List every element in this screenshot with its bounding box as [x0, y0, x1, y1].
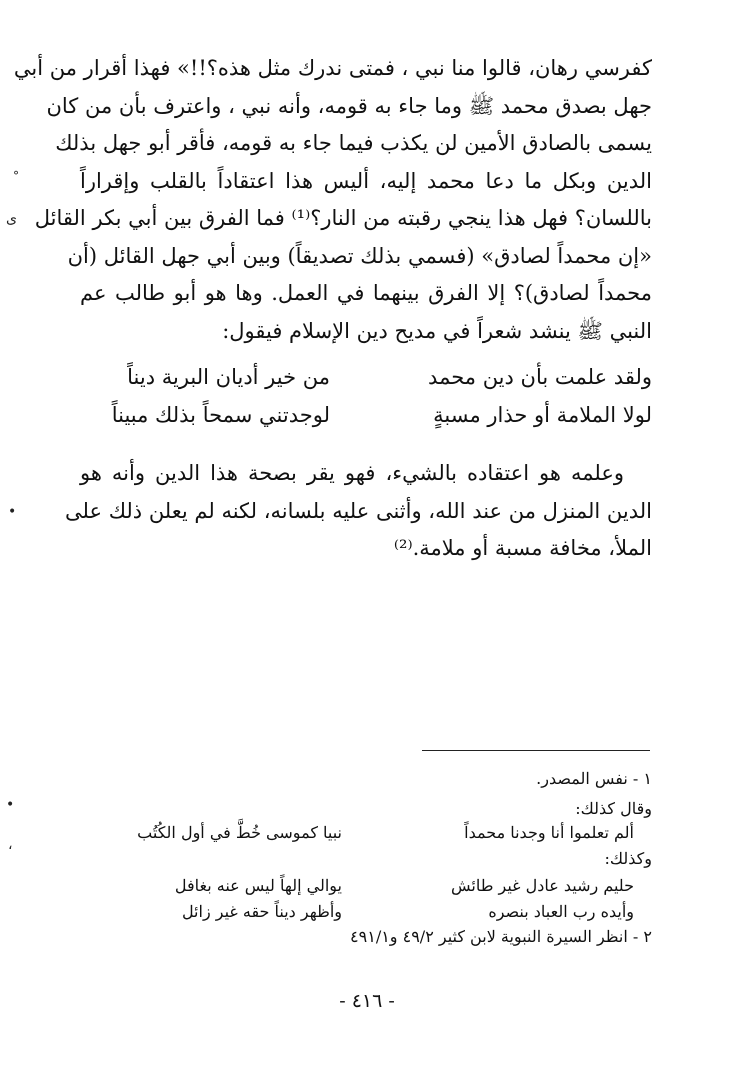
paragraph-1	[13, 50, 652, 350]
text-line: الملأ، مخافة مسبة أو ملامة.⁽²⁾	[393, 536, 652, 560]
verse-second-hemistich: يوالي إلهاً ليس عنه بغافل	[174, 876, 342, 895]
footnote-text: وكذلك:	[604, 849, 652, 868]
verse-first-hemistich: حليم رشيد عادل غير طائش	[450, 876, 634, 895]
margin-mark: ﹾ	[14, 171, 19, 187]
margin-mark: •	[8, 504, 17, 520]
text-line: يسمى بالصادق الأمين لن يكذب فيما جاء به قومه، فأقر أبو جهل بذلك	[55, 131, 652, 155]
margin-mark: •	[6, 797, 15, 813]
verse-first-hemistich: لولا الملامة أو حذار مسبةٍ	[433, 403, 652, 427]
verse-second-hemistich: من خير أديان البرية ديناً	[127, 365, 330, 389]
text-line: الدين وبكل ما دعا محمد إليه، أليس هذا اعتقاداً بالقلب وإقراراً	[80, 168, 652, 193]
verse-row	[80, 901, 652, 923]
verse-second-hemistich: نبيا كموسى خُطَّ في أول الكُتُب	[137, 823, 342, 842]
footnote-text: ٢ - انظر السيرة النبوية لابن كثير ٤٩/٢ و٤٩١/١	[350, 927, 652, 946]
page-number: - ٤١٦ -	[339, 990, 395, 1012]
verse-first-hemistich: ولقد علمت بأن دين محمد	[428, 365, 652, 389]
footnote-text: ١ - نفس المصدر.	[536, 769, 652, 788]
margin-mark: ،	[8, 837, 13, 853]
verse-row	[80, 358, 652, 396]
margin-mark: ى	[6, 211, 17, 227]
verse-first-hemistich: ألم تعلموا أنا وجدنا محمداً	[464, 823, 634, 842]
text-line: كفرسي رهان، قالوا منا نبي ، فمتى ندرك مثل هذه؟!!» فهذا أقرار من أبي	[13, 56, 652, 80]
footnote-2	[80, 926, 652, 948]
verse-second-hemistich: وأظهر ديناً حقه غير زائل	[181, 902, 342, 921]
paragraph-2	[65, 455, 652, 568]
text-line: النبي ﷺ ينشد شعراً في مديح دين الإسلام فيقول:	[222, 318, 652, 343]
text-line: «إن محمداً لصادق» (فسمي بذلك تصديقاً) وبين أبي جهل القائل (أن	[67, 243, 652, 268]
verse-row	[80, 875, 652, 897]
footnote-verse	[80, 875, 652, 897]
text-line: محمداً لصادق)؟ إلا الفرق بينهما في العمل. وها هو أبو طالب عم	[80, 281, 652, 305]
text-line: باللسان؟ فهل هذا ينجي رقبته من النار؟⁽¹⁾ فما الفرق بين أبي بكر القائل	[34, 206, 652, 230]
verse-row	[80, 396, 652, 434]
text-line: وعلمه هو اعتقاده بالشيء، فهو يقر بصحة هذا الدين وأنه هو	[80, 461, 624, 485]
footnote-verse	[80, 901, 652, 923]
text-line: الدين المنزل من عند الله، وأثنى عليه بلسانه، لكنه لم يعلن ذلك على	[65, 498, 652, 523]
footnote-intro	[80, 798, 652, 820]
footnote-1	[80, 768, 652, 790]
footnote-verse	[80, 822, 652, 844]
verse-row	[80, 822, 652, 844]
text-line: جهل بصدق محمد ﷺ وما جاء به قومه، وأنه نبي ، واعترف بأن من كان	[46, 93, 652, 118]
footnote-separator	[422, 750, 650, 751]
footnote-intro	[80, 848, 652, 870]
verse-first-hemistich: وأيده رب العباد بنصره	[488, 902, 634, 921]
footnote-text: وقال كذلك:	[575, 799, 652, 818]
verse-second-hemistich: لوجدتني سمحاً بذلك مبيناً	[111, 403, 330, 427]
poem-verses	[80, 358, 652, 434]
